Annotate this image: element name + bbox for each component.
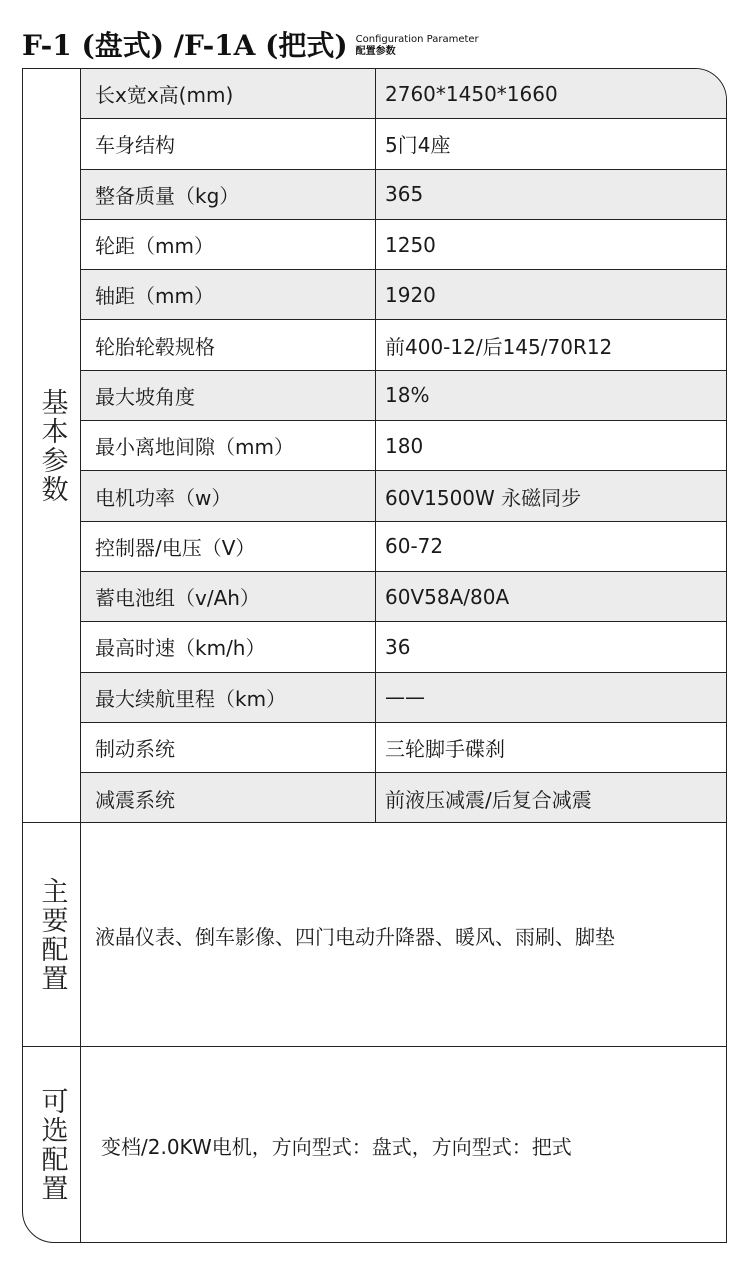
param-label: 整备质量（kg） (81, 170, 376, 219)
param-value: 60-72 (385, 534, 444, 559)
table-row (81, 270, 726, 320)
subtitle-chinese: 配置参数 (355, 46, 396, 57)
table-row (81, 320, 726, 370)
param-label: 控制器/电压（V） (81, 522, 376, 571)
param-value: 前液压减震/后复合减震 (385, 787, 592, 812)
table-row (81, 220, 726, 270)
section-basic-params (23, 69, 726, 823)
param-label: 车身结构 (81, 119, 376, 168)
param-label: 轮胎轮毂规格 (81, 320, 376, 369)
table-row (81, 471, 726, 521)
table-row (81, 421, 726, 471)
param-value: 2760*1450*1660 (385, 81, 558, 106)
param-value: 60V1500W 永磁同步 (385, 485, 582, 510)
param-label: 最大坡角度 (81, 371, 376, 420)
param-value: 1920 (385, 282, 436, 307)
page-title: F-1 (盘式) /F-1A (把式) (22, 29, 348, 62)
section-optional-config (23, 1047, 726, 1243)
table-row (81, 773, 726, 823)
param-label: 轮距（mm） (81, 220, 376, 269)
table-row (81, 371, 726, 421)
section-label-text: 主要配置 (36, 877, 68, 993)
param-value: —— (385, 685, 425, 710)
param-label: 蓄电池组（v/Ah） (81, 572, 376, 621)
table-row (81, 673, 726, 723)
section-label-text: 基本参数 (36, 388, 68, 504)
param-label: 长x宽x高(mm) (81, 69, 376, 118)
param-label: 制动系统 (81, 723, 376, 772)
param-label: 减震系统 (81, 773, 376, 823)
page-header (22, 22, 479, 64)
param-value: 60V58A/80A (385, 584, 510, 609)
param-label: 最高时速（km/h） (81, 622, 376, 671)
param-value: 前400-12/后145/70R12 (385, 334, 613, 359)
param-value: 36 (385, 634, 411, 659)
table-row (81, 119, 726, 169)
basic-params-rows (81, 69, 726, 823)
param-value: 5门4座 (385, 133, 451, 158)
subtitle-block (356, 28, 479, 64)
subtitle-english: Configuration Parameter (355, 34, 479, 45)
optional-config-text: 变档/2.0KW电机，方向型式：盘式，方向型式：把式 (101, 1134, 572, 1159)
param-label: 轴距（mm） (81, 270, 376, 319)
table-row (81, 723, 726, 773)
section-main-config (23, 823, 726, 1047)
param-value: 1250 (385, 232, 436, 257)
param-value: 三轮脚手碟刹 (385, 737, 505, 761)
table-row (81, 170, 726, 220)
section-label-basic-params (23, 69, 81, 823)
param-value: 180 (385, 433, 424, 458)
section-label-optional-config (23, 1047, 81, 1243)
param-label: 最大续航里程（km） (81, 673, 376, 722)
main-config-text: 液晶仪表、倒车影像、四门电动升降器、暖风、雨刷、脚垫 (95, 924, 615, 949)
table-row (81, 69, 726, 119)
table-row (81, 622, 726, 672)
param-label: 最小离地间隙（mm） (81, 421, 376, 470)
section-label-text: 可选配置 (36, 1087, 68, 1203)
param-value: 18% (385, 383, 430, 408)
param-value: 365 (385, 182, 424, 207)
table-row (81, 572, 726, 622)
param-label: 电机功率（w） (81, 471, 376, 520)
table-row (81, 522, 726, 572)
section-label-main-config (23, 823, 81, 1047)
spec-table (22, 68, 727, 1243)
